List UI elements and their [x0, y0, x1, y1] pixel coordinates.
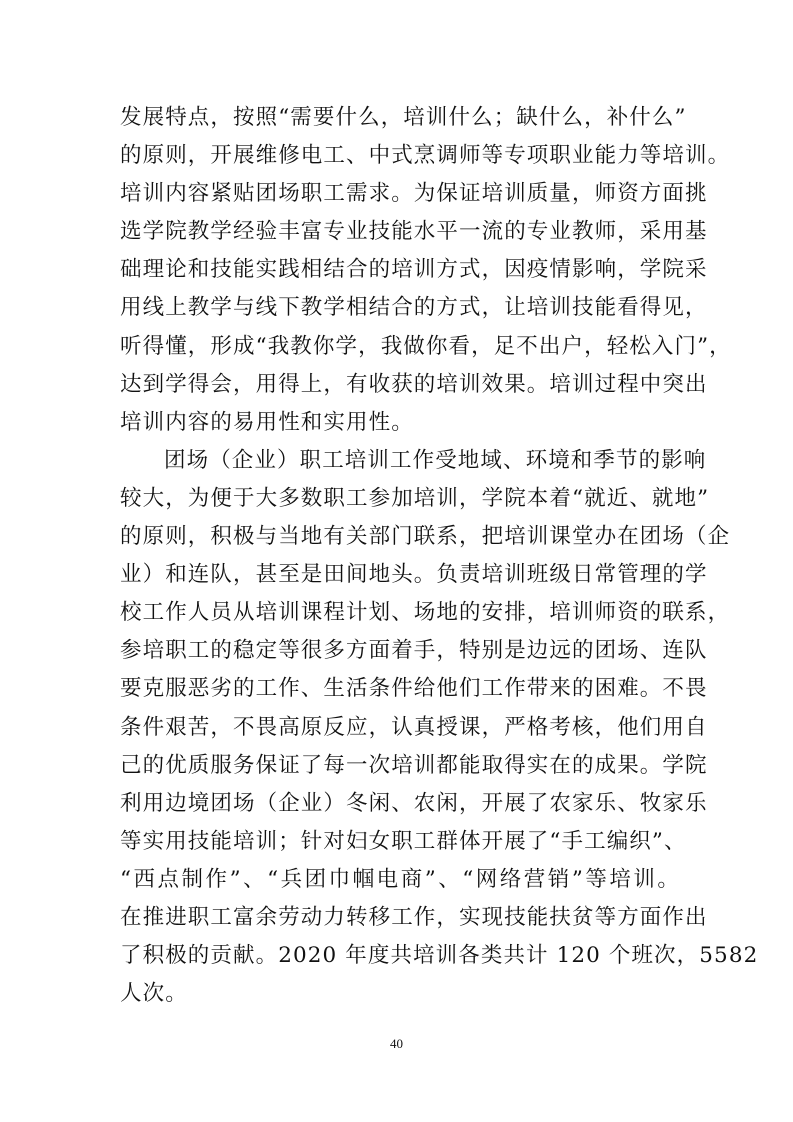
text-line: 在推进职工富余劳动力转移工作，实现技能扶贫等方面作出 — [120, 904, 708, 930]
text-line: 的原则，开展维修电工、中式烹调师等专项职业能力等培训。 — [120, 143, 731, 169]
text-line: 己的优质服务保证了每一次培训都能取得实在的成果。学院 — [120, 752, 708, 778]
text-line: 础理论和技能实践相结合的培训方式，因疫情影响，学院采 — [120, 257, 708, 283]
text-line: 参培职工的稳定等很多方面着手，特别是边远的团场、连队 — [120, 638, 708, 664]
text-line: 用线上教学与线下教学相结合的方式，让培训技能看得见， — [120, 295, 708, 321]
text-line: “西点制作”、“兵团巾帼电商”、“网络营销”等培训。 — [120, 866, 680, 892]
text-line: 业）和连队，甚至是田间地头。负责培训班级日常管理的学 — [120, 562, 708, 588]
text-line: 培训内容紧贴团场职工需求。为保证培训质量，师资方面挑 — [120, 181, 708, 207]
body-text — [120, 99, 759, 1013]
text-line: 利用边境团场（企业）冬闲、农闲，开展了农家乐、牧家乐 — [120, 790, 708, 816]
page-number: 40 — [390, 1036, 403, 1051]
paragraph-end-line: 人次。 — [120, 981, 188, 1007]
text-line: 等实用技能培训；针对妇女职工群体开展了“手工编织”、 — [120, 828, 687, 854]
text-line: 要克服恶劣的工作、生活条件给他们工作带来的困难。不畏 — [120, 676, 708, 702]
text-line: 发展特点，按照“需要什么，培训什么；缺什么，补什么” — [120, 105, 687, 130]
text-line: 听得懂，形成“我教你学，我做你看，足不出户，轻松入门”， — [120, 333, 732, 359]
text-line: 条件艰苦，不畏高原反应，认真授课，严格考核，他们用自 — [120, 714, 708, 740]
paragraph-first-line: 团场（企业）职工培训工作受地域、环境和季节的影响 — [164, 447, 707, 473]
text-line: 了积极的贡献。2020 年度共培训各类共计 120 个班次，5582 — [120, 943, 759, 969]
text-line: 校工作人员从培训课程计划、场地的安排，培训师资的联系， — [120, 600, 731, 626]
text-line: 的原则，积极与当地有关部门联系，把培训课堂办在团场（企 — [120, 524, 731, 550]
paragraph-end-line: 培训内容的易用性和实用性。 — [120, 409, 414, 435]
text-line: 选学院教学经验丰富专业技能水平一流的专业教师，采用基 — [120, 219, 708, 245]
text-line: 较大，为便于大多数职工参加培训，学院本着“就近、就地” — [120, 485, 710, 511]
text-line: 达到学得会，用得上，有收获的培训效果。培训过程中突出 — [120, 371, 708, 397]
